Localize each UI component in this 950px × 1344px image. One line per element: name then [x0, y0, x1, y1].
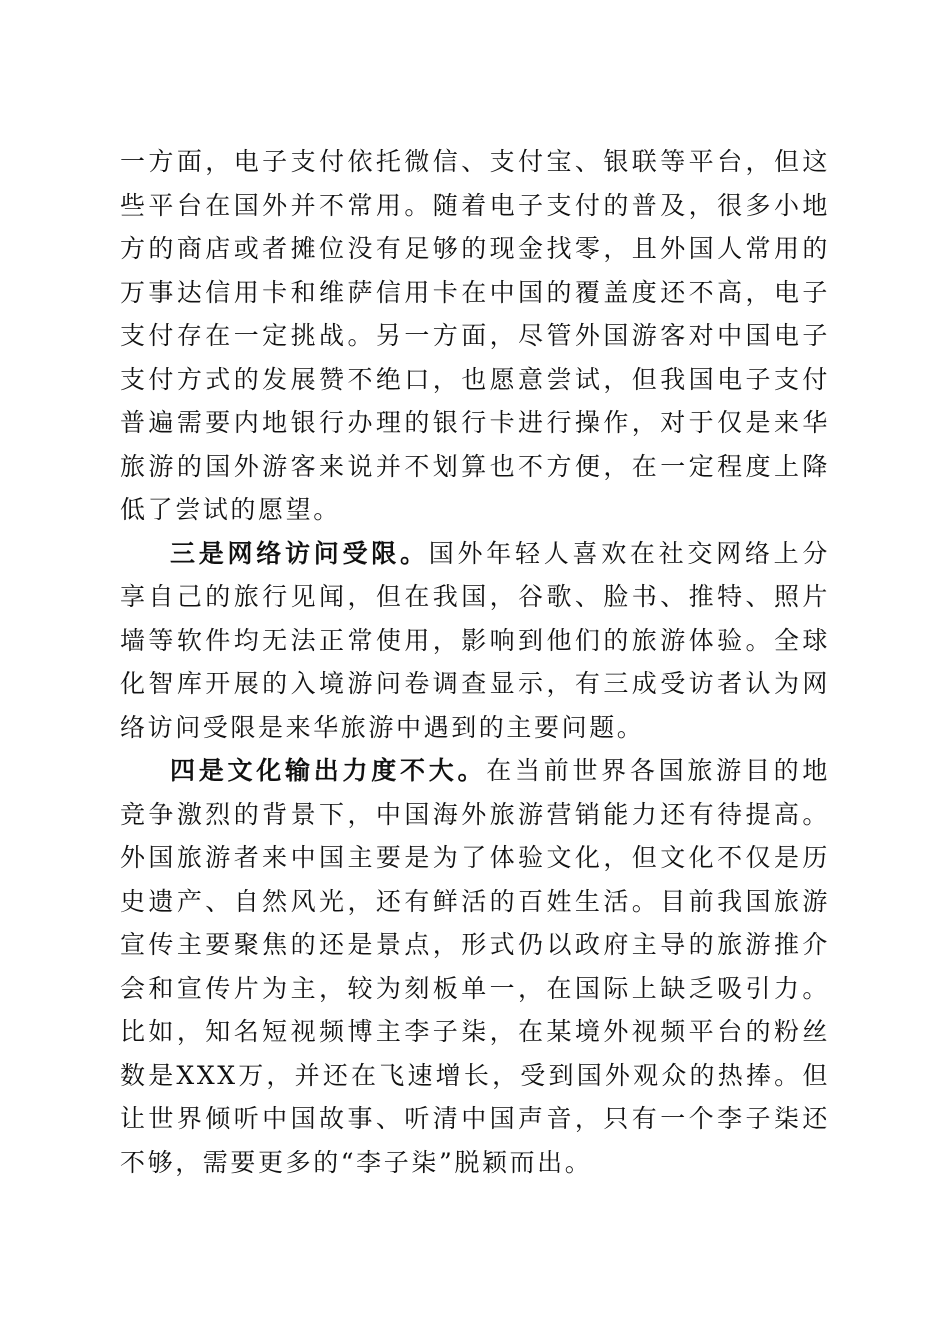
paragraph-cultural-output	[120, 749, 830, 1184]
paragraph-network-access	[120, 532, 830, 750]
paragraph-text: 国外年轻人喜欢在社交网络上分享自己的旅行见闻，但在我国，谷歌、脸书、推特、照片墙等软件均无法正常使用，影响到他们的旅游体验。全球化智库开展的入境游问卷调查显示，有三成受访者认为网络访问受限是来华旅游中遇到的主要问题。	[120, 538, 831, 742]
paragraph-text: 一方面，电子支付依托微信、支付宝、银联等平台，但这些平台在国外并不常用。随着电子支付的普及，很多小地方的商店或者摊位没有足够的现金找零，且外国人常用的万事达信用卡和维萨信用卡在中国的覆盖度还不高，电子支付存在一定挑战。另一方面，尽管外国游客对中国电子支付方式的发展赞不绝口，也愿意尝试，但我国电子支付普遍需要内地银行办理的银行卡进行操作，对于仅是来华旅游的国外游客来说并不划算也不方便，在一定程度上降低了尝试的愿望。	[120, 147, 830, 524]
paragraph-lead-heading: 三是网络访问受限。	[170, 538, 429, 568]
paragraph-electronic-payment	[120, 140, 830, 532]
paragraph-text: 在当前世界各国旅游目的地竞争激烈的背景下，中国海外旅游营销能力还有待提高。外国旅游者来中国主要是为了体验文化，但文化不仅是历史遗产、自然风光，还有鲜活的百姓生活。目前我国旅游宣传主要聚焦的还是景点，形式仍以政府主导的旅游推介会和宣传片为主，较为刻板单一，在国际上缺乏吸引力。比如，知名短视频博主李子柒，在某境外视频平台的粉丝数是XXX万，并还在飞速增长，受到国外观众的热捧。但让世界倾听中国故事、听清中国声音，只有一个李子柒还不够，需要更多的“李子柒”脱颖而出。	[120, 756, 830, 1177]
document-page	[120, 140, 830, 1184]
paragraph-lead-heading: 四是文化输出力度不大。	[170, 756, 487, 785]
